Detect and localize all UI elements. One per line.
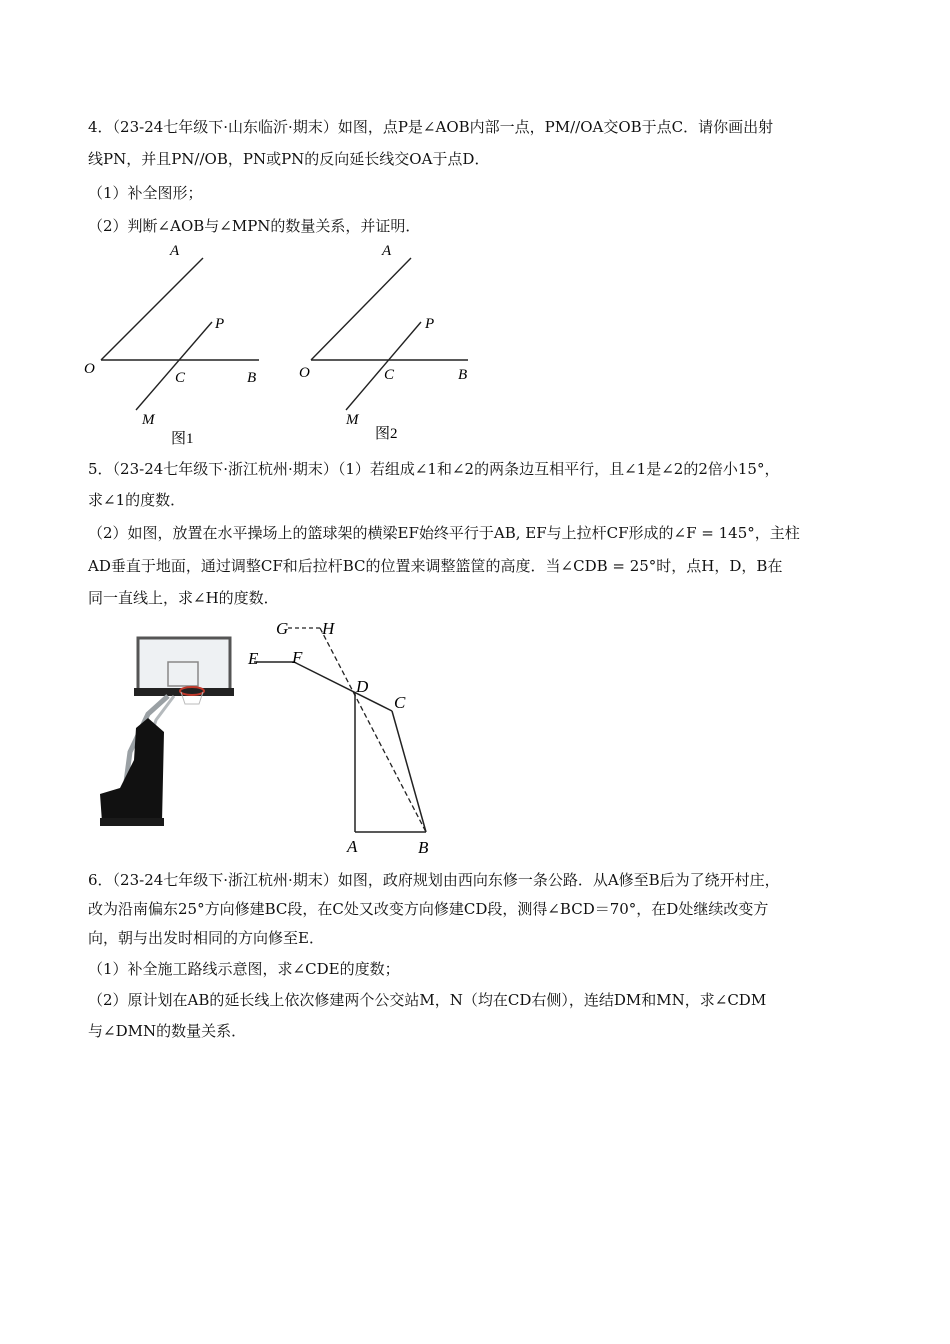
label-a: A [347, 837, 358, 856]
stand-base [100, 718, 164, 822]
q5-line-3: （2）如图，放置在水平操场上的篮球架的横梁EF始终平行于AB, EF与上拉杆CF形成的∠F = 145°，主柱 [88, 524, 800, 542]
q6-line-1: 6．（23-24七年级下·浙江杭州·期末）如图，政府规划由西向东修一条公路．从A修至B后为了绕开村庄， [88, 871, 780, 889]
fig2-label-m: M [346, 412, 359, 428]
q6-part-1: （1）补全施工路线示意图，求∠CDE的度数； [88, 960, 400, 978]
q5-line-2: 求∠1的度数． [88, 491, 186, 509]
q4-line-1: 4．（23-24七年级下·山东临沂·期末）如图，点P是∠AOB内部一点，PM//OA交OB于点C．请你画出射 [88, 118, 774, 136]
basketball-stand-photo [96, 632, 236, 840]
rod-fc [294, 662, 392, 711]
q5-line-4: AD垂直于地面，通过调整CF和后拉杆BC的位置来调整篮筐的高度．当∠CDB = 25°时，点H，D，B在 [88, 557, 783, 575]
fig1-label-c: C [175, 370, 186, 386]
stand-foot [100, 818, 164, 826]
label-h: H [322, 619, 335, 638]
fig1-label-b: B [247, 370, 257, 386]
fig1-caption: 图1 [171, 431, 194, 447]
fig2-label-a: A [382, 243, 392, 259]
q4-figure-1 [84, 243, 259, 447]
q5-line-1: 5．（23-24七年级下·浙江杭州·期末）（1）若组成∠1和∠2的两条边互相平行，且∠1是∠2的2倍小15°， [88, 460, 780, 478]
label-e: E [248, 649, 259, 668]
q6-line-6: 与∠DMN的数量关系． [88, 1022, 247, 1040]
fig2-caption: 图2 [375, 426, 398, 442]
q6-line-3: 向，朝与出发时相同的方向修至E． [88, 929, 324, 947]
q5-line-5: 同一直线上，求∠H的度数． [88, 589, 279, 607]
fig1-label-m: M [142, 412, 155, 428]
fig2-label-c: C [384, 367, 395, 383]
label-b: B [418, 838, 429, 857]
label-d: D [356, 677, 369, 696]
fig1-ray-oa [101, 258, 203, 360]
q5-diagram [240, 612, 440, 862]
q4-figure-2 [299, 243, 468, 442]
label-f: F [292, 648, 303, 667]
fig2-label-p: P [425, 316, 435, 332]
fig1-label-a: A [170, 243, 180, 259]
q4-figures [80, 236, 500, 448]
fig2-label-b: B [458, 367, 468, 383]
fig1-label-p: P [215, 316, 225, 332]
q4-part-2: （2）判断∠AOB与∠MPN的数量关系，并证明． [88, 217, 421, 235]
q4-part-1: （1）补全图形； [88, 184, 203, 202]
q6-part-2: （2）原计划在AB的延长线上依次修建两个公交站M，N（均在CD右侧），连结DM和MN，求∠CDM [88, 991, 767, 1009]
fig1-line-pm [136, 322, 212, 410]
fig2-label-o: O [299, 365, 310, 381]
line-hb-dashed [320, 628, 426, 832]
label-g: G [276, 619, 289, 638]
q6-line-2: 改为沿南偏东25°方向修建BC段，在C处又改变方向修建CD段，测得∠BCD＝70°，在D处继续改变方 [88, 900, 769, 918]
fig1-label-o: O [84, 361, 95, 377]
fig2-line-pm [346, 322, 421, 410]
label-c: C [394, 693, 406, 712]
fig2-ray-oa [311, 258, 411, 360]
q4-line-2: 线PN，并且PN//OB，PN或PN的反向延长线交OA于点D． [88, 150, 490, 168]
rod-cb [392, 711, 426, 832]
